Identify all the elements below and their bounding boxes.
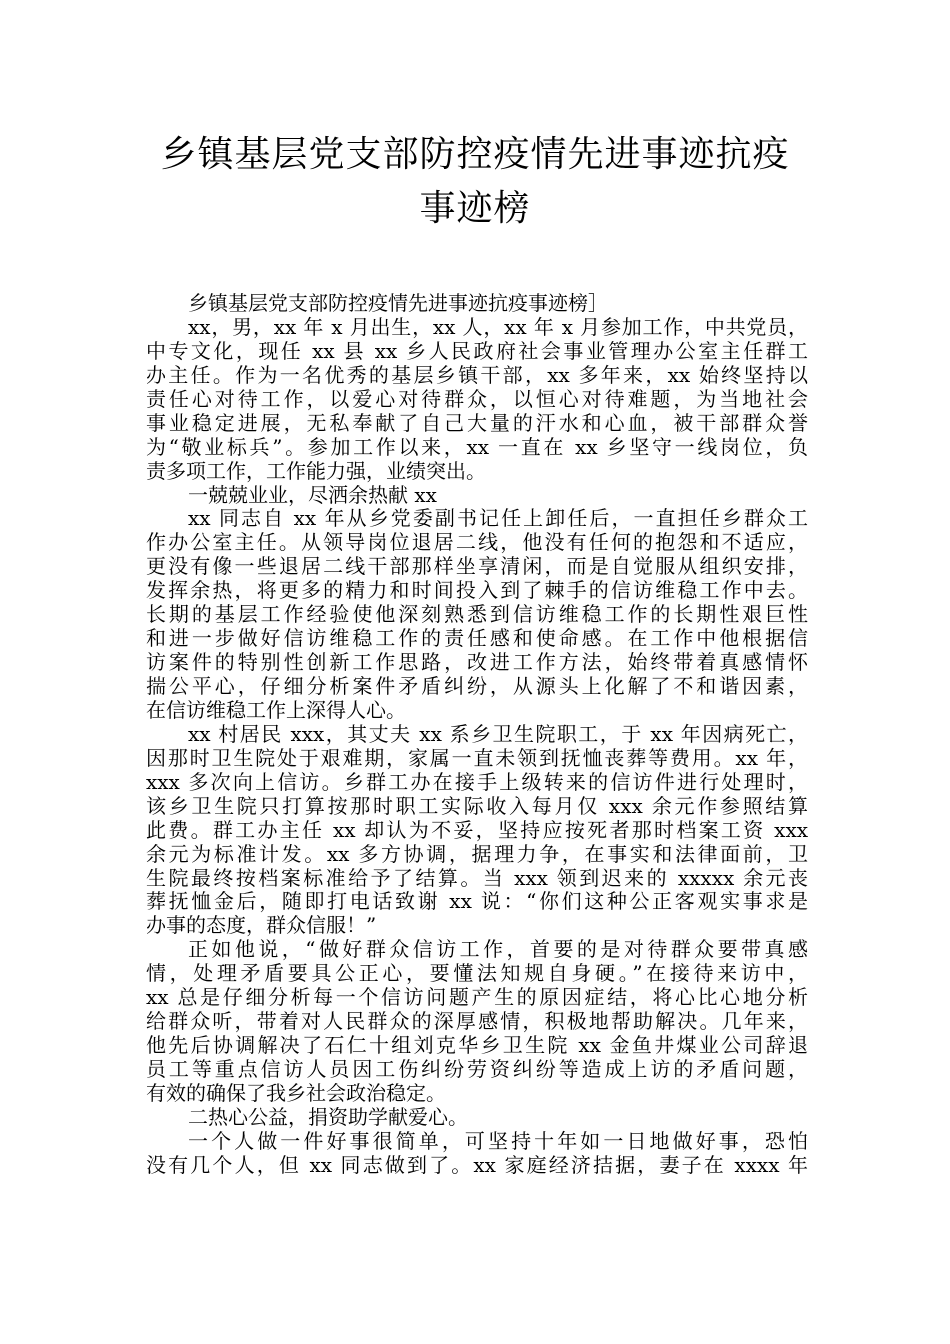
body-text-line: 情，处理矛盾要具公正心，要懂法知规自身硬。”在接待来访中， [146, 962, 808, 986]
body-text-line: 员工等重点信访人员因工伤纠纷劳资纠纷等造成上访的矛盾问题， [146, 1058, 808, 1081]
title-line: 乡镇基层党支部防控疫情先进事迹抗疫 [160, 134, 790, 175]
body-text-line: 二热心公益，捐资助学献爱心。 [188, 1105, 468, 1129]
body-text-line: 此费。群工办主任 xx 却认为不妥，坚持应按死者那时档案工资 xxx [146, 818, 808, 842]
body-text-line: 没有几个人，但 xx 同志做到了。xx 家庭经济拮据，妻子在 xxxx 年 [146, 1153, 808, 1177]
body-text-line: 葬抚恤金后，随即打电话致谢 xx 说：“你们这种公正客观实事求是 [146, 890, 808, 914]
body-text-line: 和进一步做好信访维稳工作的责任感和使命感。在工作中他根据信 [146, 627, 808, 651]
body-text-line: 发挥余热，将更多的精力和时间投入到了棘手的信访维稳工作中去。 [146, 579, 808, 603]
body-text-line: 办主任。作为一名优秀的基层乡镇干部，xx 多年来，xx 始终坚持以 [146, 363, 808, 387]
body-text-line: 他先后协调解决了石仁十组刘克华乡卫生院 xx 金鱼井煤业公司辞退 [146, 1034, 808, 1058]
body-text-line: 事业稳定进展，无私奉献了自己大量的汗水和心血，被干部群众誉 [146, 411, 808, 435]
body-text-line: 中专文化，现任 xx 县 xx 乡人民政府社会事业管理办公室主任群工 [146, 339, 808, 363]
title-line: 事迹榜 [419, 188, 531, 229]
body-text-line: 给群众听，带着对人民群众的深厚感情，积极地帮助解决。几年来， [146, 1010, 808, 1034]
body-text-line: 乡镇基层党支部防控疫情先进事迹抗疫事迹榜］ [188, 292, 608, 315]
body-text-line: 正如他说，“做好群众信访工作，首要的是对待群众要带真感 [188, 938, 808, 962]
body-text-line: xx 同志自 xx 年从乡党委副书记任上卸任后，一直担任乡群众工 [188, 507, 808, 531]
body-text-line: 办事的态度，群众信服！” [146, 914, 377, 938]
document-title [140, 128, 810, 236]
body-text-line: xxx 多次向上信访。乡群工办在接手上级转来的信访件进行处理时， [146, 770, 808, 794]
body-text-line: 作办公室主任。从领导岗位退居二线，他没有任何的抱怨和不适应， [146, 531, 808, 555]
body-text-line: 该乡卫生院只打算按那时职工实际收入每月仅 xxx 余元作参照结算 [146, 794, 808, 818]
body-text-line: 揣公平心，仔细分析案件矛盾纠纷，从源头上化解了不和谐因素， [146, 675, 808, 698]
body-text-line: 一个人做一件好事很简单，可坚持十年如一日地做好事，恐怕 [188, 1129, 808, 1153]
body-text-line: 长期的基层工作经验使他深刻熟悉到信访维稳工作的长期性艰巨性 [146, 603, 808, 627]
body-text-line: 访案件的特别性创新工作思路，改进工作方法，始终带着真感情怀 [146, 651, 808, 675]
body-text-line: xx 总是仔细分析每一个信访问题产生的原因症结，将心比心地分析 [146, 986, 808, 1010]
body-text-line: 责多项工作，工作能力强，业绩突出。 [146, 459, 486, 483]
body-text-line: 生院最终按档案标准给予了结算。当 xxx 领到迟来的 xxxxx 余元丧 [146, 866, 808, 890]
body-text-line: 更没有像一些退居二线干部那样坐享清闲，而是自觉服从组织安排， [146, 555, 808, 579]
body-text-line: 余元为标准计发。xx 多方协调，据理力争，在事实和法律面前，卫 [146, 842, 808, 866]
body-text-line: xx 村居民 xxx，其丈夫 xx 系乡卫生院职工，于 xx 年因病死亡， [188, 722, 808, 746]
body-text-line: xx，男，xx 年 x 月出生，xx 人，xx 年 x 月参加工作，中共党员， [188, 315, 808, 339]
body-text-line: 有效的确保了我乡社会政治稳定。 [146, 1081, 446, 1105]
body-text-line: 为“敬业标兵”。参加工作以来，xx 一直在 xx 乡坚守一线岗位，负 [146, 435, 808, 459]
body-text-line: 因那时卫生院处于艰难期，家属一直未领到抚恤丧葬等费用。xx 年， [146, 746, 808, 770]
body-text-line: 一兢兢业业，尽洒余热献 xx [188, 483, 437, 507]
body-text-line: 在信访维稳工作上深得人心。 [146, 698, 406, 722]
body-text-line: 责任心对待工作，以爱心对待群众，以恒心对待难题，为当地社会 [146, 387, 808, 411]
document-body [146, 292, 808, 1178]
